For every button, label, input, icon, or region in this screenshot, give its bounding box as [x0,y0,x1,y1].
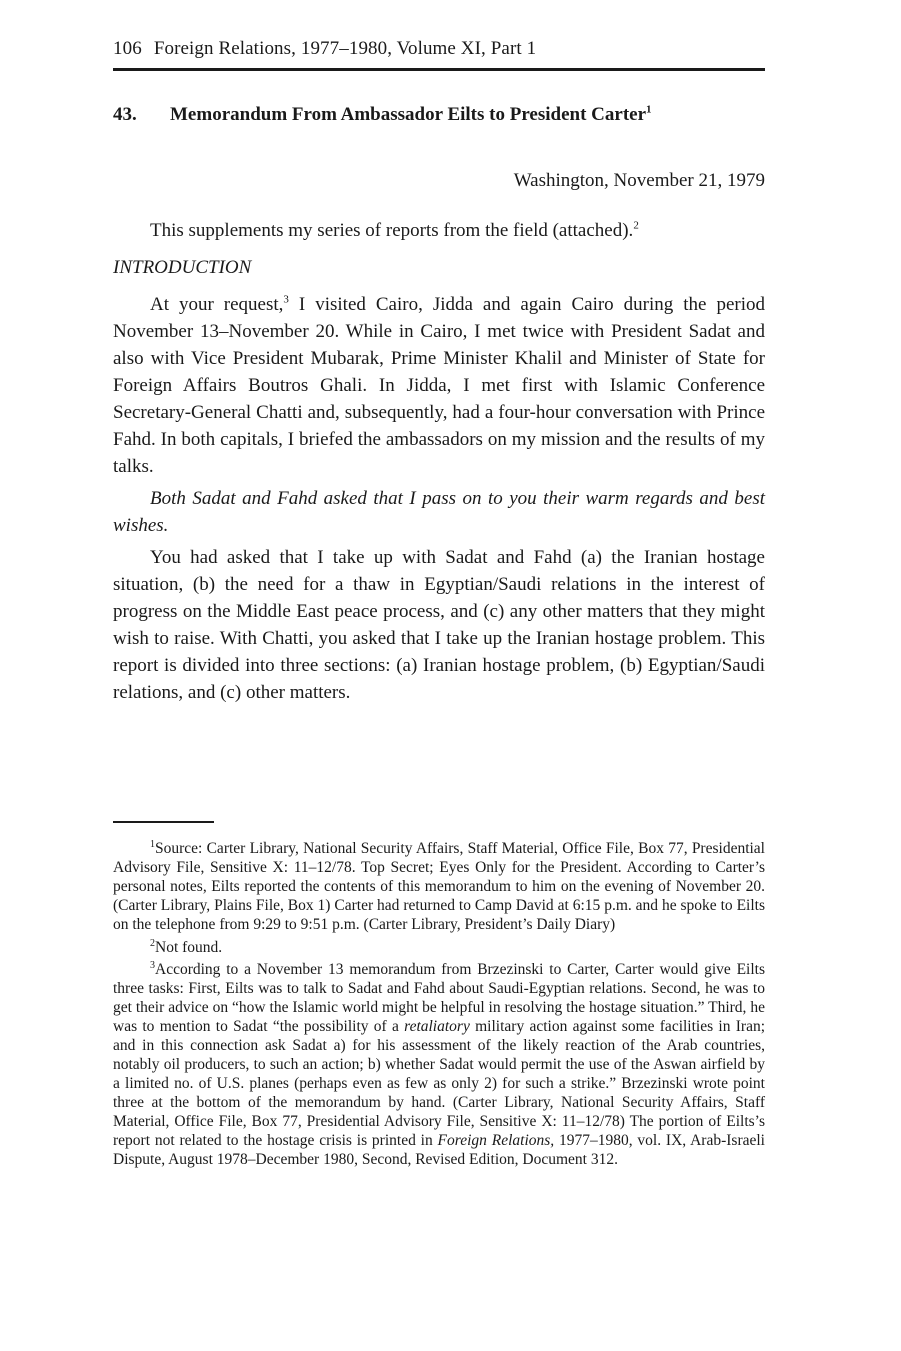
footnote-3-italic: retaliatory [404,1018,470,1036]
footnote-3 [113,961,765,1169]
footnote-rule [113,821,214,823]
footnote-3-text-b: military action against some facilities in Iran; and in this connection ask Sadat a) for his assessment of the likely reaction of the Arab countries, notably oil producers, to such an action; b) whether Sadat would permit the use of the Aswan airfield by a limited no. of U.S. planes (perhaps even as few as only 2) for such a strike.” Brzezinski wrote point three at the bottom of the memorandum by hand. (Carter Library, National Security Affairs, Staff Material, Office File, Box 77, Presidential Advisory File, Sensitive X: 11–12/78) The portion of Eilts’s report not related to the hostage crisis is printed in [113,1018,765,1149]
page-number: 106 [113,38,142,59]
dateline: Washington, November 21, 1979 [513,170,765,191]
footnotes [113,840,765,1173]
paragraph-1 [113,217,765,244]
paragraph-1-text: This supplements my series of reports from the field (attached). [150,220,634,241]
paragraph-4: You had asked that I take up with Sadat and Fahd (a) the Iranian hostage situation, (b) the need for a thaw in Egyptian/Saudi relations in the interest of progress on the Middle East peace process, and (c) any other matters that they might wish to raise. With Chatti, you asked that I take up the Iranian hostage problem. This report is divided into three sections: (a) Iranian hostage problem, (b) Egyptian/Saudi relations, and (c) other matters. [113,547,765,703]
footnote-3-text-c: 1977–1980, vol. IX, Arab-Israeli Dispute, August 1978–December 1980, Second, Revised Edition, Document 312. [113,1131,765,1168]
running-head [113,36,765,62]
footnote-ref-1[interactable]: 1 [646,103,652,116]
running-head-title: Foreign Relations, 1977–1980, Volume XI, Part 1 [153,38,537,59]
footnote-3-text-a: According to a November 13 memorandum from Brzezinski to Carter, Carter would give Eilts three tasks: First, Eilts was to talk to Sadat and Fahd about Saudi-Egyptian relations. Second, he was to get their advice on “how the Islamic world might be helpful in resolving the hostage situation.” Third, he was to mention to Sadat “the possibility of a [113,961,765,1036]
footnote-ref-2[interactable]: 2 [633,219,639,232]
footnote-2-text: Not found. [155,938,223,956]
document-body [113,217,765,706]
footnote-ref-3[interactable]: 3 [283,293,289,306]
paragraph-2-start: At your request, [150,294,284,315]
paragraph-2-rest: I visited Cairo, Jidda and again Cairo during the period November 13–November 20. While in Cairo, I met twice with President Sadat and also with Vice President Mubarak, Prime Minister Khalil and Minister of State for Foreign Affairs Boutros Ghali. In Jidda, I met first with Islamic Conference Secretary-General Chatti and, subsequently, had a four-hour conversation with Prince Fahd. In both capitals, I briefed the ambassadors on my mission and the results of my talks. [113,294,765,477]
footnote-3-number: 3 [150,960,155,972]
paragraph-3: Both Sadat and Fahd asked that I pass on to you their warm regards and best wishes. [113,488,765,536]
header-rule [113,68,765,71]
document-title-text: Memorandum From Ambassador Eilts to President Carter [170,104,647,125]
footnote-2-number: 2 [150,937,155,949]
footnote-1-text: Source: Carter Library, National Security Affairs, Staff Material, Office File, Box 77, Presidential Advisory File, Sensitive X: 11–12/78. Top Secret; Eyes Only for the President. According to Carter’s personal notes, Eilts reported the contents of this memorandum to him on the evening of November 20. (Carter Library, Plains File, Box 1) Carter had returned to Camp David at 6:15 p.m. and he spoke to Eilts on the telephone from 9:29 to 9:51 p.m. (Carter Library, President’s Daily Diary) [113,840,765,933]
document-number: 43. [113,104,137,125]
paragraph-2 [113,291,765,480]
footnote-2 [113,939,765,958]
document-title [113,102,765,128]
footnote-1-number: 1 [150,838,155,850]
section-heading: INTRODUCTION [113,257,252,278]
footnote-1 [113,840,765,935]
footnote-3-italic-2: Foreign Relations, [437,1131,555,1149]
